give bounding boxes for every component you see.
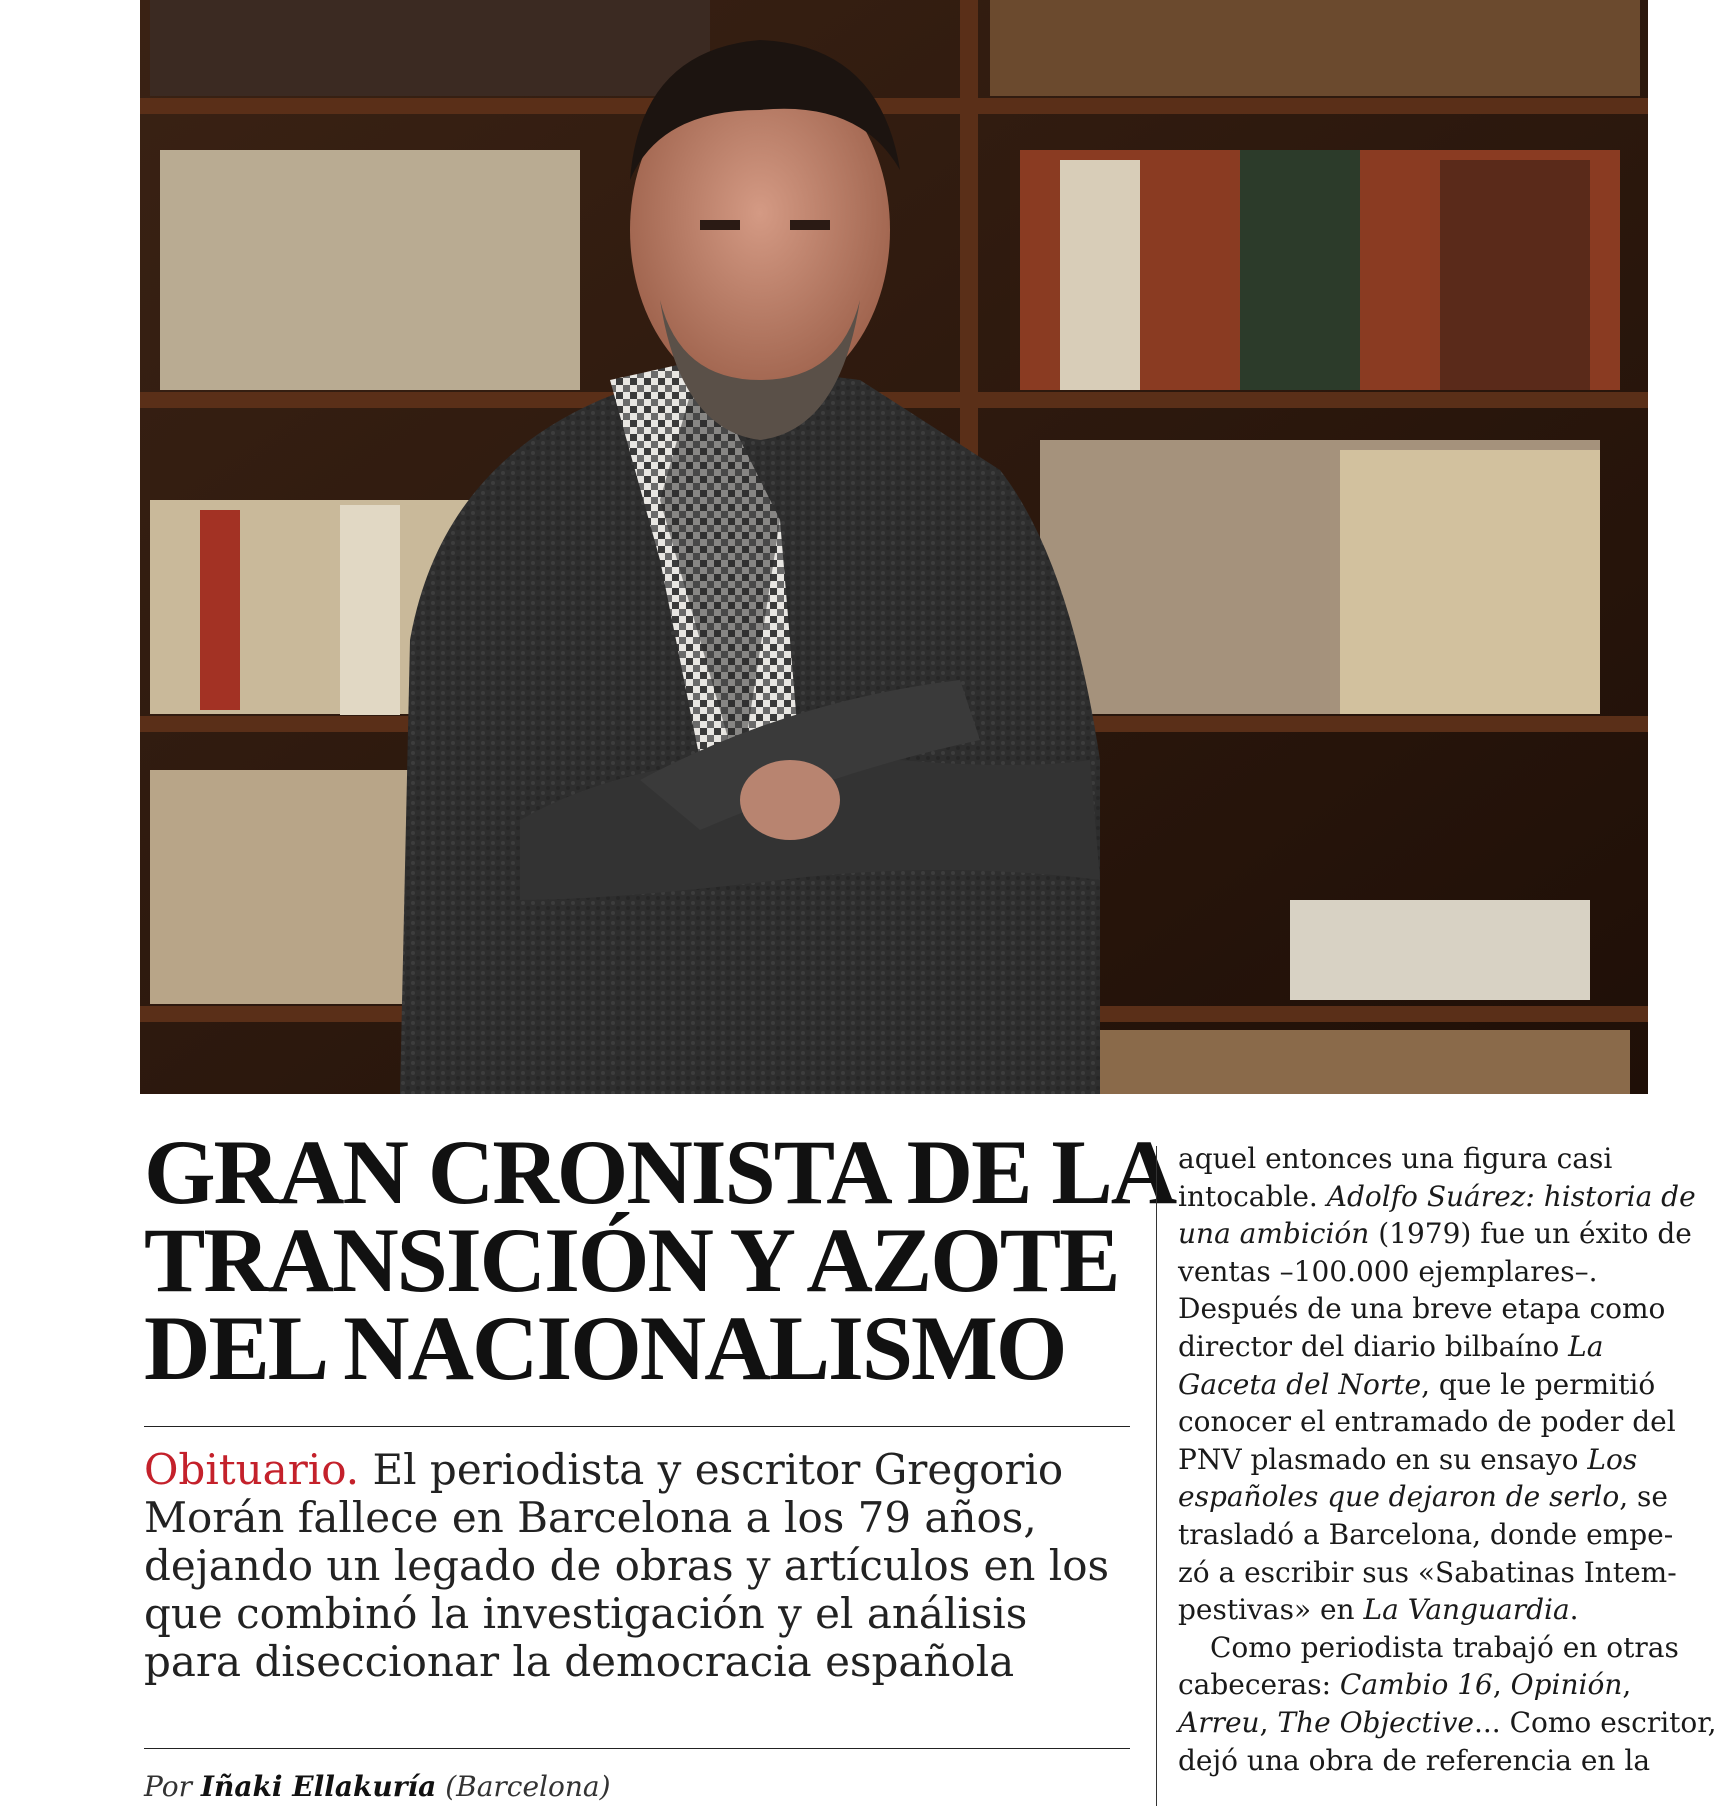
column-line <box>1178 1178 1696 1216</box>
column-line: dejó una obra de referencia en la <box>1178 1743 1651 1777</box>
column-line <box>1178 1666 1648 1704</box>
byline-divider <box>144 1748 1130 1749</box>
body-column <box>1178 1140 1716 1779</box>
portrait-photo <box>140 0 1648 1094</box>
column-line: zó a escribir sus «Sabatinas Intem- <box>1178 1555 1677 1589</box>
headline-line-3: DEL NACIONALISMO <box>144 1297 1066 1399</box>
book-title: una ambición <box>1178 1217 1370 1251</box>
newspaper-title: Gaceta del Norte <box>1178 1367 1422 1401</box>
author-name: Iñaki Ellakuría <box>200 1770 437 1803</box>
standfirst-line-4: que combinó la investigación y el análisis <box>144 1589 1028 1638</box>
column-line: ventas –100.000 ejemplares–. <box>1178 1254 1598 1288</box>
standfirst-line-3: dejando un legado de obras y artículos en los <box>144 1541 1110 1590</box>
book-title: Adolfo Suárez: historia de <box>1326 1179 1696 1213</box>
column-line <box>1178 1441 1648 1479</box>
column-text: cabeceras: <box>1178 1668 1340 1702</box>
column-text: (1979) fue un éxito de <box>1369 1217 1692 1251</box>
publication-title: Arreu <box>1178 1705 1260 1739</box>
book-title: Los <box>1587 1442 1638 1476</box>
column-line: trasladó a Barcelona, donde empe- <box>1178 1517 1674 1551</box>
column-line: aquel entonces una figura casi <box>1178 1142 1613 1175</box>
byline <box>144 1770 611 1803</box>
column-line: Después de una breve etapa como <box>1178 1292 1666 1326</box>
column-text: , <box>1622 1668 1632 1702</box>
publication-title: Cambio 16 <box>1339 1668 1493 1702</box>
section-kicker: Obituario. <box>144 1445 360 1494</box>
column-text: pestivas» en <box>1178 1593 1364 1627</box>
newspaper-title: La <box>1568 1329 1604 1363</box>
standfirst-line-1 <box>144 1446 1134 1494</box>
column-text: , que le permitió <box>1421 1367 1656 1401</box>
column-line: conocer el entramado de poder del <box>1178 1405 1676 1439</box>
portrait-illustration <box>140 0 1648 1094</box>
publication-title: The Objective <box>1277 1705 1474 1739</box>
book-title: españoles que dejaron de serlo <box>1178 1480 1620 1514</box>
column-text: intocable. <box>1178 1179 1327 1213</box>
column-separator <box>1156 1146 1157 1806</box>
newspaper-title: La Vanguardia <box>1363 1593 1570 1627</box>
column-line <box>1178 1704 1716 1742</box>
column-text: , se <box>1619 1480 1668 1514</box>
standfirst-text-1: El periodista y escritor Gregorio <box>359 1445 1064 1494</box>
column-text: director del diario bilbaíno <box>1178 1329 1569 1363</box>
column-text: , <box>1259 1705 1278 1739</box>
column-line: Como periodista trabajó en otras <box>1210 1630 1679 1664</box>
byline-prefix: Por <box>144 1770 201 1803</box>
column-text: . <box>1569 1593 1579 1627</box>
standfirst <box>144 1446 1134 1686</box>
column-text: PNV plasmado en su ensayo <box>1178 1442 1588 1476</box>
headline-divider <box>144 1426 1130 1427</box>
publication-title: Opinión <box>1510 1668 1623 1702</box>
headline-line-1: GRAN CRONISTA DE LA <box>144 1121 1176 1223</box>
standfirst-line-2: Morán fallece en Barcelona a los 79 años, <box>144 1493 1037 1542</box>
headline-line-2: TRANSICIÓN Y AZOTE <box>144 1209 1119 1311</box>
standfirst-line-5: para diseccionar la democracia española <box>144 1637 1015 1686</box>
column-text: , <box>1492 1668 1511 1702</box>
column-line <box>1178 1591 1648 1629</box>
headline <box>144 1121 1176 1399</box>
column-text: ... Como escritor, <box>1474 1705 1716 1739</box>
column-line <box>1178 1215 1692 1253</box>
column-line <box>1178 1478 1668 1516</box>
column-line <box>1178 1366 1656 1404</box>
column-line <box>1178 1328 1648 1366</box>
byline-location: (Barcelona) <box>436 1770 611 1803</box>
